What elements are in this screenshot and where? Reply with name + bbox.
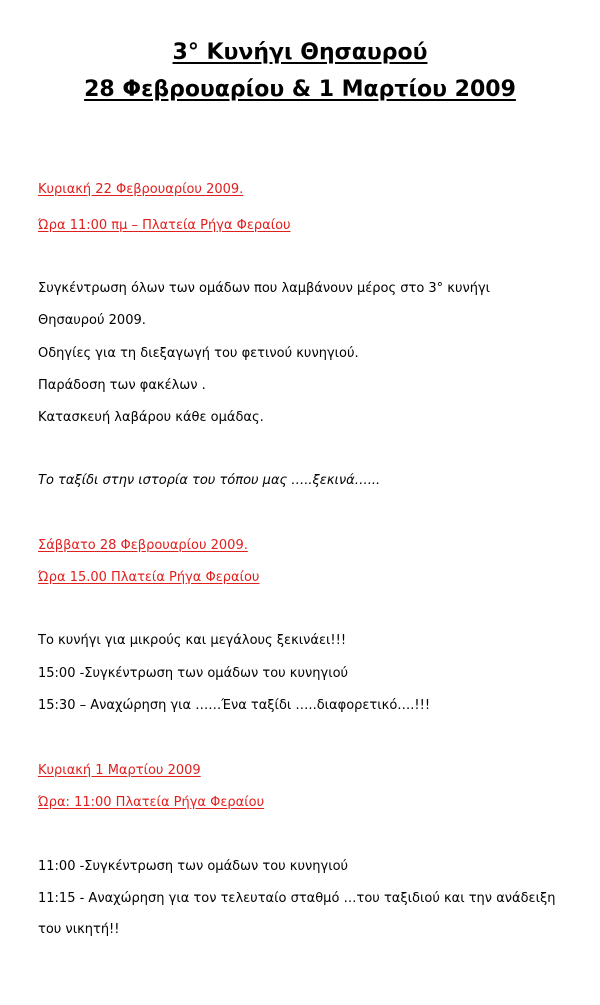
section-1-date-heading: Κυριακή 22 Φεβρουαρίου 2009. bbox=[38, 182, 244, 197]
section-1-tagline: Το ταξίδι στην ιστορία του τόπου μας …..ξεκινά…... bbox=[38, 473, 381, 488]
section-1-line: Συγκέντρωση όλων των ομάδων που λαμβάνουν μέρος στο 3° κυνήγι bbox=[38, 281, 491, 296]
section-3-line: 11:00 -Συγκέντρωση των ομάδων του κυνηγιού bbox=[38, 859, 349, 874]
document-subtitle-dates: 28 Φεβρουαρίου & 1 Μαρτίου 2009 bbox=[84, 77, 516, 102]
section-1-time-heading: Ώρα 11:00 πμ – Πλατεία Ρήγα Φεραίου bbox=[38, 218, 291, 233]
section-2-line: 15:30 – Αναχώρηση για ……Ένα ταξίδι …..διαφορετικό….!!! bbox=[38, 698, 431, 713]
section-2-line: Το κυνήγι για μικρούς και μεγάλους ξεκινάει!!! bbox=[38, 633, 347, 648]
section-1-line: Παράδοση των φακέλων . bbox=[38, 378, 206, 393]
section-2-line: 15:00 -Συγκέντρωση των ομάδων του κυνηγιού bbox=[38, 666, 349, 681]
section-1-line: Οδηγίες για τη διεξαγωγή του φετινού κυνηγιού. bbox=[38, 346, 359, 361]
section-1-line: Κατασκευή λαβάρου κάθε ομάδας. bbox=[38, 410, 264, 425]
section-1-line: Θησαυρού 2009. bbox=[38, 313, 146, 328]
document-title: 3° Κυνήγι Θησαυρού bbox=[172, 40, 428, 65]
section-3-date-heading: Κυριακή 1 Μαρτίου 2009 bbox=[38, 763, 201, 778]
section-3-line: του νικητή!! bbox=[38, 922, 120, 937]
section-3-time-heading: Ώρα: 11:00 Πλατεία Ρήγα Φεραίου bbox=[38, 795, 265, 810]
section-2-time-heading: Ώρα 15.00 Πλατεία Ρήγα Φεραίου bbox=[38, 570, 260, 585]
section-2-date-heading: Σάββατο 28 Φεβρουαρίου 2009. bbox=[38, 538, 248, 553]
section-3-line: 11:15 - Αναχώρηση για τον τελευταίο σταθμό …του ταξιδιού και την ανάδειξη bbox=[38, 891, 556, 906]
